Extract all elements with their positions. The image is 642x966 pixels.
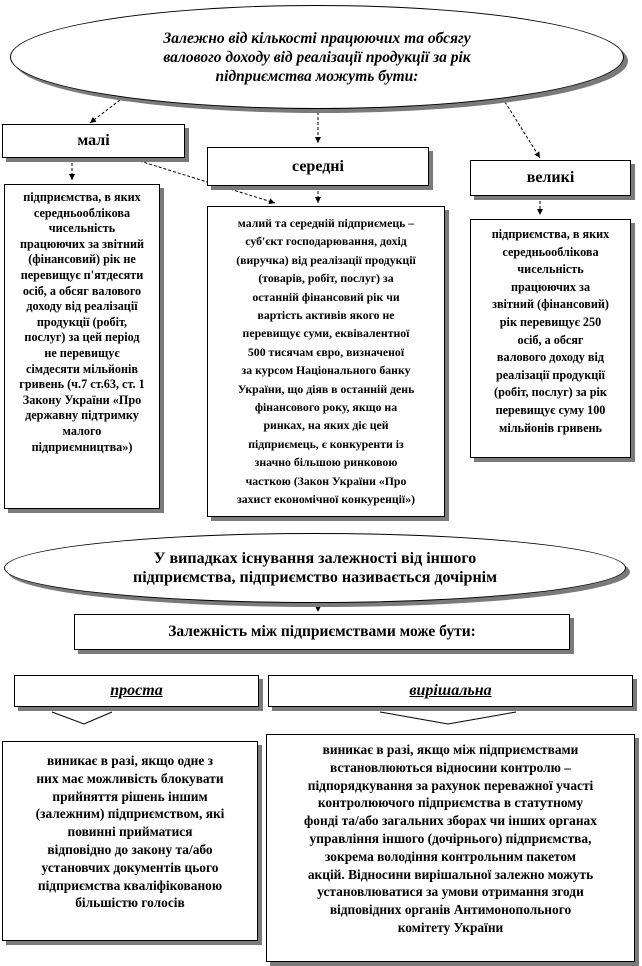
- top-ellipse-text: Залежно від кількості працюючих та обсягу валового доходу від реалізації продукції за рік підприємства можуть бути:: [163, 29, 471, 85]
- dependency-decisive-description-box: [266, 734, 635, 962]
- dependency-box-text: Залежність між підприємствами може бути:: [168, 623, 476, 640]
- category-small-description: підприємства, в яких середньооблікова чисельність працюючих за звітний (фінансовий) рік не перевищує п'ятдесяти осіб, а обсяг валового доходу від реалізації продукції (робіт, послуг) за цей період не перевищує сімдесяти мільйонів гривень (ч.7 ст.63, ст. 1 Закону України «Про державну підтримку малого підприємництва»): [19, 190, 145, 454]
- middle-ellipse-text: У випадках існування залежності від іншого підприємства, підприємство називається дочірнім: [132, 550, 497, 586]
- chevron-arrow-simple: [52, 712, 112, 724]
- category-large-description: підприємства, в яких середньооблікова чисельність працюючих за звітний (фінансовий) рік перевищує 250 осіб, а обсяг валового доходу від реалізації продукції (робіт, послуг) за рік перевищує суму 100 мільйонів гривень: [491, 227, 610, 435]
- category-large-label: великі: [526, 169, 575, 186]
- category-medium-description: малий та середній підприємець – суб'єкт господарювання, дохід (виручка) від реалізації продукції (товарів, робіт, послуг) за останній фінансовий рік чи вартість активів якого не перевищує суми, еквівалентної 500 тисячам євро, визначеної за курсом Національного банку України, що діяв в останній день фінансового року, якщо на ринках, на яких діє цей підприємець, є конкуренти із значно більшою ринковою часткою (Закон України «Про захист економічної конкуренції»): [236, 216, 416, 507]
- chevron-arrow-decisive: [380, 712, 516, 724]
- category-small-label: малі: [77, 132, 110, 149]
- dependency-decisive-description: виникає в разі, якщо між підприємствами встановлюються відносини контролю – підпорядкування за рахунок переважної участі контролюючого підприємства в статутному фонді та/або загальних зборах чи інших органах управління іншого (дочірнього) підприємства, зокрема володіння контрольним пакетом акцій. Відносини вирішальної залежно можуть установлюватися за умови отримання згоди відповідних органів Антимонопольного комітету України: [304, 742, 597, 935]
- dependency-simple-description: виникає в разі, якщо одне з них має можливість блокувати прийняття рішень іншим (залежним) підприємством, які повинні прийматися відповідно до закону та/або установчих документів цього підприємства кваліфікованою більшістю голосів: [35, 753, 225, 911]
- dependency-simple-description-box: [2, 741, 258, 941]
- dependency-decisive-label: вирішальна: [409, 682, 492, 699]
- category-medium-label: середні: [292, 157, 344, 175]
- dependency-simple-label: проста: [110, 682, 163, 699]
